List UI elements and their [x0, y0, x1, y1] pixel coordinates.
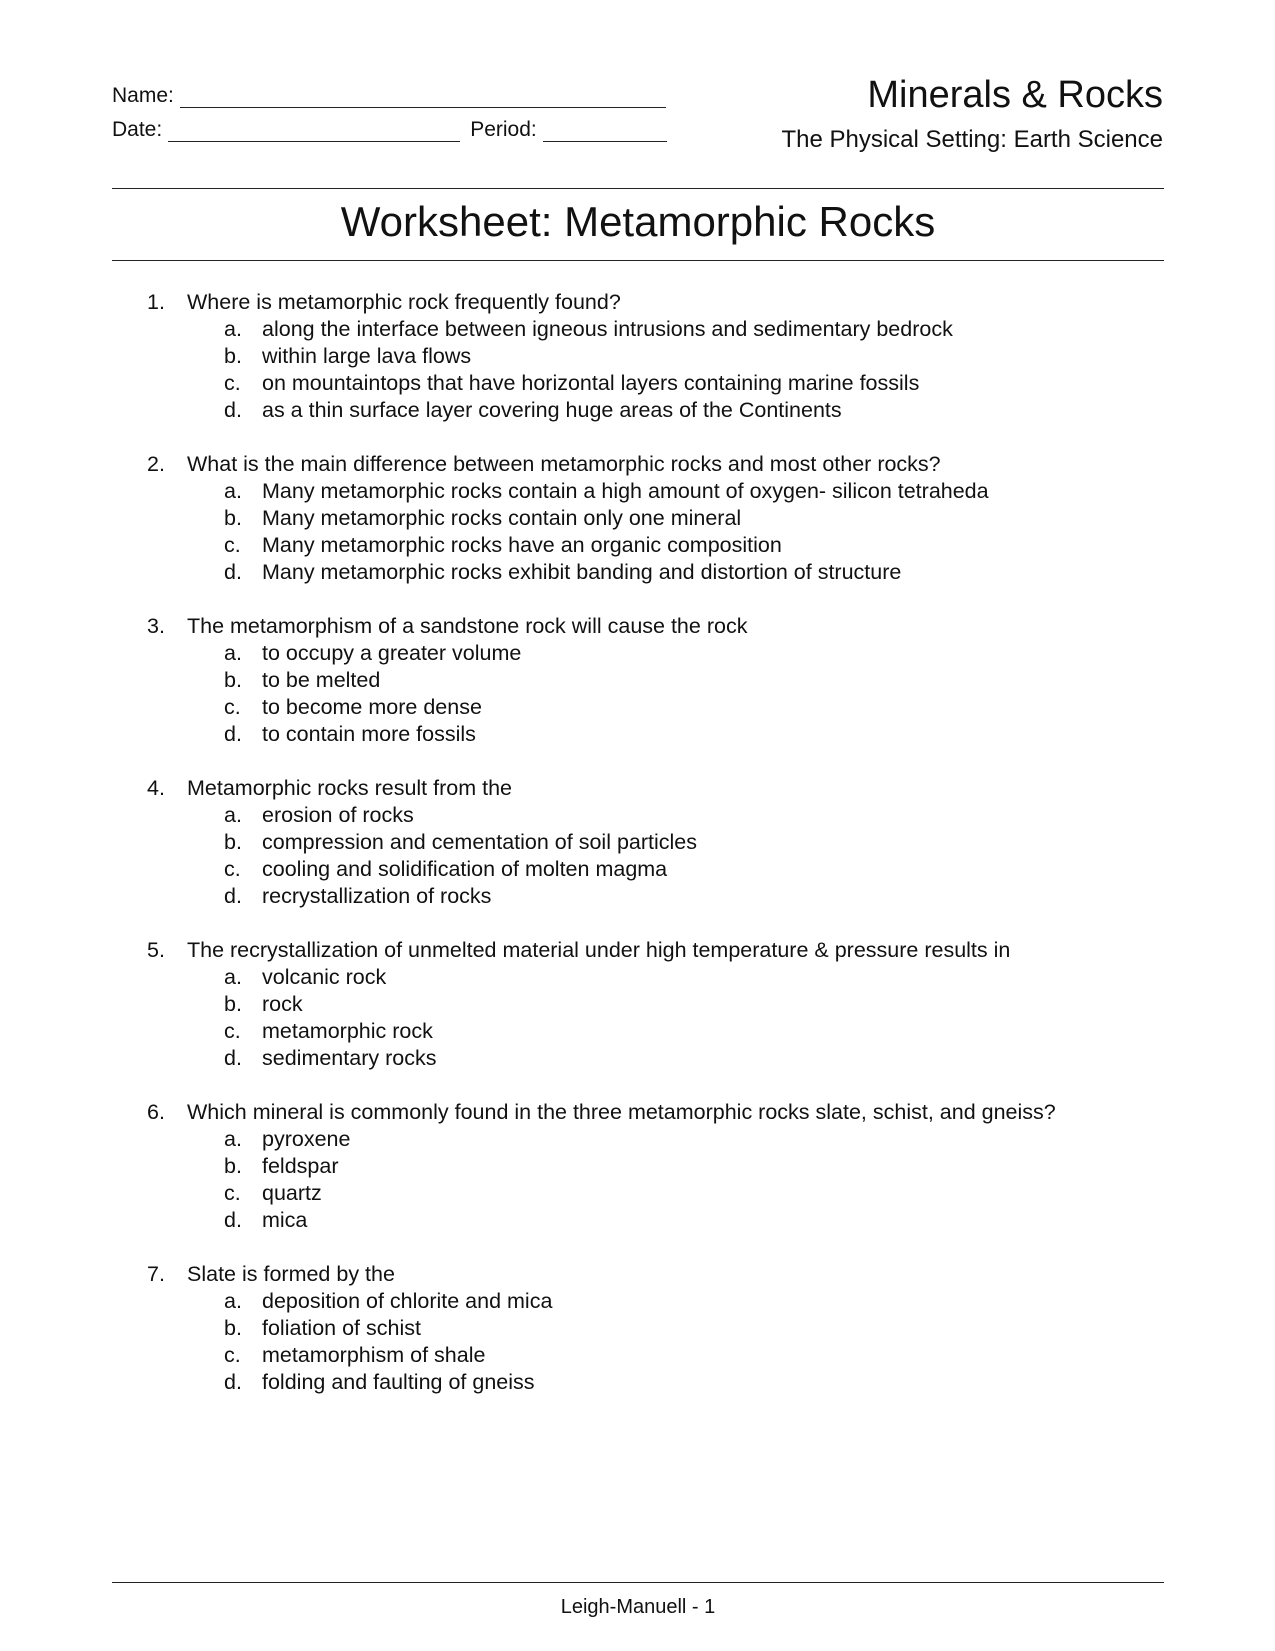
- question-text: Slate is formed by the: [187, 1262, 395, 1286]
- answer-option[interactable]: [0, 1288, 1275, 1315]
- footer-divider: [112, 1582, 1164, 1583]
- answer-option[interactable]: [0, 640, 1275, 667]
- option-text: recrystallization of rocks: [262, 884, 492, 908]
- answer-option[interactable]: [0, 559, 1275, 586]
- option-text: to contain more fossils: [262, 722, 476, 746]
- option-text: deposition of chlorite and mica: [262, 1289, 553, 1313]
- option-letter: b.: [224, 830, 242, 854]
- question-stem: [0, 613, 1275, 640]
- option-letter: d.: [224, 560, 242, 584]
- question-3: [0, 613, 1275, 748]
- answer-option[interactable]: [0, 532, 1275, 559]
- answer-option[interactable]: [0, 1369, 1275, 1396]
- option-letter: a.: [224, 317, 242, 341]
- question-text: Where is metamorphic rock frequently found?: [187, 290, 621, 314]
- question-text: Which mineral is commonly found in the three metamorphic rocks slate, schist, and gneiss?: [187, 1100, 1056, 1124]
- date-label: Date:: [112, 118, 163, 141]
- answer-option[interactable]: [0, 478, 1275, 505]
- question-text: Metamorphic rocks result from the: [187, 776, 512, 800]
- answer-option[interactable]: [0, 829, 1275, 856]
- answer-option[interactable]: [0, 883, 1275, 910]
- question-7: [0, 1261, 1275, 1396]
- option-text: feldspar: [262, 1154, 339, 1178]
- option-text: foliation of schist: [262, 1316, 421, 1340]
- question-stem: [0, 289, 1275, 316]
- option-text: compression and cementation of soil particles: [262, 830, 697, 854]
- question-stem: [0, 1261, 1275, 1288]
- option-letter: c.: [224, 1181, 241, 1205]
- option-text: Many metamorphic rocks exhibit banding and distortion of structure: [262, 560, 902, 584]
- option-letter: d.: [224, 1370, 242, 1394]
- option-letter: c.: [224, 857, 241, 881]
- answer-option[interactable]: [0, 1018, 1275, 1045]
- answer-option[interactable]: [0, 505, 1275, 532]
- option-letter: d.: [224, 722, 242, 746]
- question-stem: [0, 1099, 1275, 1126]
- option-letter: a.: [224, 641, 242, 665]
- question-5: [0, 937, 1275, 1072]
- question-number: 6.: [147, 1100, 165, 1124]
- option-letter: d.: [224, 1208, 242, 1232]
- question-number: 2.: [147, 452, 165, 476]
- name-blank[interactable]: [180, 89, 666, 108]
- option-text: volcanic rock: [262, 965, 387, 989]
- question-number: 5.: [147, 938, 165, 962]
- name-field-row: [112, 84, 666, 108]
- option-text: to be melted: [262, 668, 381, 692]
- option-letter: c.: [224, 371, 241, 395]
- option-text: mica: [262, 1208, 308, 1232]
- option-text: to become more dense: [262, 695, 482, 719]
- worksheet-title: Worksheet: Metamorphic Rocks: [340, 198, 936, 245]
- option-letter: b.: [224, 992, 242, 1016]
- answer-option[interactable]: [0, 1153, 1275, 1180]
- option-letter: c.: [224, 695, 241, 719]
- option-text: quartz: [262, 1181, 322, 1205]
- option-letter: a.: [224, 1289, 242, 1313]
- answer-option[interactable]: [0, 802, 1275, 829]
- option-text: within large lava flows: [262, 344, 472, 368]
- answer-option[interactable]: [0, 991, 1275, 1018]
- option-text: to occupy a greater volume: [262, 641, 522, 665]
- question-text: What is the main difference between metamorphic rocks and most other rocks?: [187, 452, 941, 476]
- option-text: cooling and solidification of molten magma: [262, 857, 668, 881]
- period-blank[interactable]: [543, 123, 667, 142]
- question-1: [0, 289, 1275, 424]
- course-subtitle: The Physical Setting: Earth Science: [781, 126, 1163, 153]
- date-field-row: [112, 118, 667, 142]
- question-text: The metamorphism of a sandstone rock will cause the rock: [187, 614, 748, 638]
- period-label: Period:: [470, 118, 537, 141]
- option-text: Many metamorphic rocks contain a high amount of oxygen- silicon tetraheda: [262, 479, 989, 503]
- question-number: 7.: [147, 1262, 165, 1286]
- option-letter: a.: [224, 1127, 242, 1151]
- option-letter: d.: [224, 884, 242, 908]
- option-letter: a.: [224, 803, 242, 827]
- answer-option[interactable]: [0, 667, 1275, 694]
- answer-option[interactable]: [0, 1126, 1275, 1153]
- option-letter: d.: [224, 398, 242, 422]
- option-letter: b.: [224, 1316, 242, 1340]
- question-stem: [0, 937, 1275, 964]
- answer-option[interactable]: [0, 721, 1275, 748]
- question-text: The recrystallization of unmelted material under high temperature & pressure results in: [187, 938, 1011, 962]
- answer-option[interactable]: [0, 1342, 1275, 1369]
- question-list: [0, 289, 1275, 1423]
- title-divider: [112, 260, 1164, 261]
- answer-option[interactable]: [0, 1180, 1275, 1207]
- option-letter: a.: [224, 479, 242, 503]
- option-letter: b.: [224, 1154, 242, 1178]
- answer-option[interactable]: [0, 370, 1275, 397]
- option-letter: b.: [224, 506, 242, 530]
- option-text: pyroxene: [262, 1127, 351, 1151]
- answer-option[interactable]: [0, 856, 1275, 883]
- answer-option[interactable]: [0, 694, 1275, 721]
- question-2: [0, 451, 1275, 586]
- question-6: [0, 1099, 1275, 1234]
- answer-option[interactable]: [0, 397, 1275, 424]
- option-text: sedimentary rocks: [262, 1046, 437, 1070]
- option-text: Many metamorphic rocks contain only one mineral: [262, 506, 742, 530]
- answer-option[interactable]: [0, 1207, 1275, 1234]
- option-text: metamorphism of shale: [262, 1343, 486, 1367]
- question-stem: [0, 451, 1275, 478]
- option-text: erosion of rocks: [262, 803, 414, 827]
- answer-option[interactable]: [0, 1315, 1275, 1342]
- page-footer: Leigh-Manuell - 1: [560, 1596, 716, 1618]
- date-blank[interactable]: [168, 123, 460, 142]
- option-text: along the interface between igneous intrusions and sedimentary bedrock: [262, 317, 953, 341]
- option-text: folding and faulting of gneiss: [262, 1370, 535, 1394]
- option-text: rock: [262, 992, 303, 1016]
- option-text: as a thin surface layer covering huge areas of the Continents: [262, 398, 842, 422]
- name-label: Name:: [112, 84, 174, 107]
- question-number: 4.: [147, 776, 165, 800]
- answer-option[interactable]: [0, 316, 1275, 343]
- option-text: metamorphic rock: [262, 1019, 433, 1043]
- header-divider: [112, 188, 1164, 189]
- option-text: Many metamorphic rocks have an organic composition: [262, 533, 782, 557]
- question-number: 1.: [147, 290, 165, 314]
- answer-option[interactable]: [0, 343, 1275, 370]
- option-letter: a.: [224, 965, 242, 989]
- question-4: [0, 775, 1275, 910]
- course-title: Minerals & Rocks: [867, 74, 1163, 116]
- option-text: on mountaintops that have horizontal layers containing marine fossils: [262, 371, 920, 395]
- option-letter: c.: [224, 1019, 241, 1043]
- question-number: 3.: [147, 614, 165, 638]
- answer-option[interactable]: [0, 964, 1275, 991]
- option-letter: b.: [224, 668, 242, 692]
- option-letter: c.: [224, 533, 241, 557]
- option-letter: b.: [224, 344, 242, 368]
- option-letter: c.: [224, 1343, 241, 1367]
- option-letter: d.: [224, 1046, 242, 1070]
- question-stem: [0, 775, 1275, 802]
- answer-option[interactable]: [0, 1045, 1275, 1072]
